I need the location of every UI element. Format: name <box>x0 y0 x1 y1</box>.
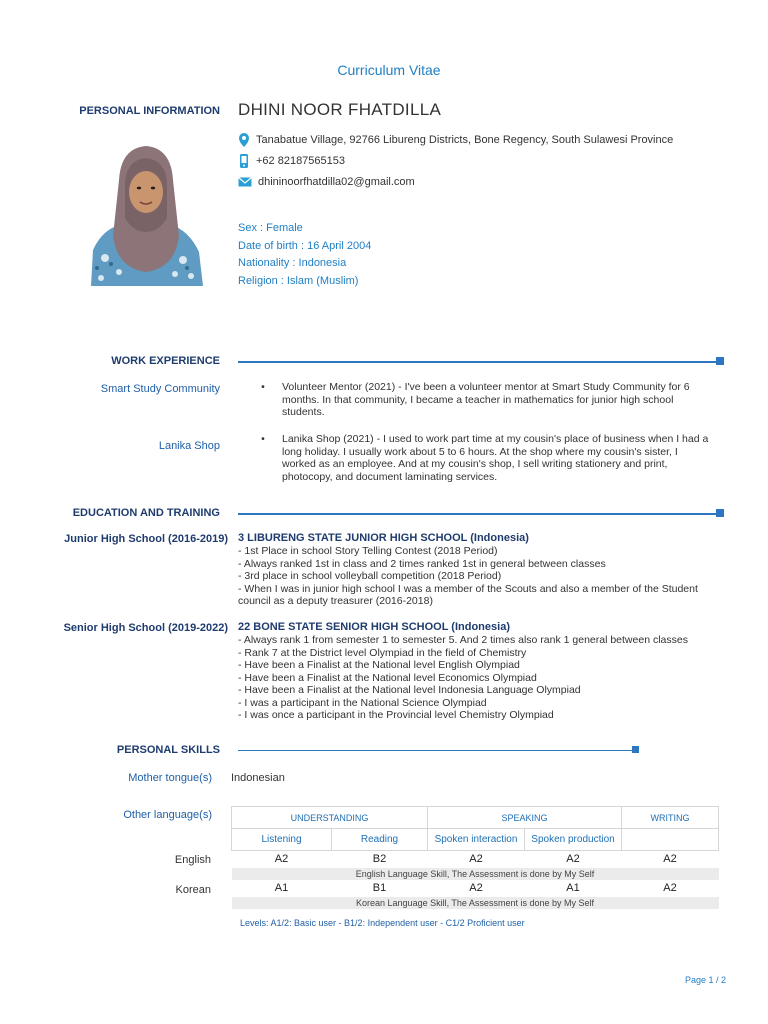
edu-line: - Have been a Finalist at the National level Indonesia Language Olympiad <box>238 684 581 696</box>
korean-interaction: A2 <box>469 882 483 894</box>
other-language-label: Other language(s) <box>123 809 212 821</box>
location-pin-icon <box>238 133 250 147</box>
work-2-line: photocopy, and document laminating services. <box>282 470 498 483</box>
address-row <box>238 133 673 147</box>
candidate-name: DHINI NOOR FHATDILLA <box>238 100 442 119</box>
edu-line: - 3rd place in school volleyball competition (2018 Period) <box>238 570 502 582</box>
edu-line: - Always ranked 1st in class and 2 times ranked 1st in general between classes <box>238 557 606 570</box>
section-education: EDUCATION AND TRAINING <box>72 507 220 519</box>
skills-divider-end <box>632 746 639 753</box>
korean-note: Korean Language Skill, The Assessment is done by My Self <box>232 897 719 909</box>
junior-school-name: 3 LIBURENG STATE JUNIOR HIGH SCHOOL (Indonesia) <box>238 532 529 544</box>
nationality-text: Nationality : Indonesia <box>238 257 347 269</box>
edu-line: - Have been a Finalist at the National level Economics Olympiad <box>238 671 537 684</box>
levels-legend: Levels: A1/2: Basic user - B1/2: Independent user - C1/2 Proficient user <box>240 918 525 928</box>
work-org-1: Smart Study Community <box>100 383 220 395</box>
english-interaction: A2 <box>469 853 483 866</box>
edu-line: - Always rank 1 from semester 1 to semester 5. And 2 times also rank 1 general between classes <box>238 634 688 646</box>
language-table <box>231 806 719 909</box>
work-divider-end <box>716 357 724 365</box>
work-item-2 <box>258 433 728 483</box>
phone-row <box>238 154 345 168</box>
work-divider <box>238 361 718 363</box>
header-writing: WRITING <box>622 807 719 829</box>
email-row <box>238 176 415 188</box>
english-listening: A2 <box>274 853 289 866</box>
education-divider-end <box>716 509 724 517</box>
email-text[interactable]: dhininoorfhatdilla02@gmail.com <box>258 176 415 188</box>
work-1-line: students. <box>282 406 325 418</box>
edu-label-junior: Junior High School (2016-2019) <box>64 533 228 545</box>
bullet: • <box>261 433 265 445</box>
language-korean: Korean <box>175 884 211 896</box>
work-1-line: months. In that community, I became a teacher in mathematics for junior high school <box>282 393 674 406</box>
edu-line: council as a deputy treasurer (2016-2018) <box>238 595 433 607</box>
skills-divider <box>238 750 634 751</box>
edu-line: - When I was in junior high school I was a member of the Scouts and also a member of the Student <box>238 582 698 595</box>
edu-senior-block <box>238 621 738 722</box>
header-listening: Listening <box>232 829 332 851</box>
header-speaking: SPEAKING <box>428 807 622 829</box>
address-text: Tanabatue Village, 92766 Libureng Districts, Bone Regency, South Sulawesi Province <box>256 134 674 146</box>
english-production: A2 <box>566 853 580 866</box>
section-personal-information: PERSONAL INFORMATION <box>79 105 220 117</box>
work-2-line: Lanika Shop (2021) - I used to work part time at my cousin's place of business when I had a <box>282 433 709 445</box>
document-title: Curriculum Vitae <box>337 62 441 78</box>
religion-text: Religion : Islam (Muslim) <box>238 274 359 287</box>
header-reading: Reading <box>332 829 428 851</box>
work-2-line: long holiday. I usually work about 5 to 6 hours. At the shop where my cousin's sister, I <box>282 445 678 458</box>
work-2-line: worked as an employee. And at my cousin's shop, I sell writing stationery and print, <box>282 458 668 470</box>
english-note: English Language Skill, The Assessment is done by My Self <box>232 868 719 880</box>
sex-text: Sex : Female <box>238 222 303 234</box>
email-icon <box>238 177 252 187</box>
english-writing: A2 <box>663 853 677 866</box>
edu-line: - Rank 7 at the District level Olympiad in the field of Chemistry <box>238 646 527 659</box>
section-personal-skills: PERSONAL SKILLS <box>116 744 220 756</box>
edu-line: - Have been a Finalist at the National level English Olympiad <box>238 659 520 671</box>
bio-block <box>238 220 371 290</box>
edu-line: - 1st Place in school Story Telling Contest (2018 Period) <box>238 545 498 557</box>
senior-school-name: 22 BONE STATE SENIOR HIGH SCHOOL (Indonesia) <box>238 621 510 633</box>
header-understanding: UNDERSTANDING <box>232 807 428 829</box>
dob-text: Date of birth : 16 April 2004 <box>238 239 372 252</box>
korean-production: A1 <box>566 882 580 894</box>
education-divider <box>238 513 718 515</box>
mother-tongue-label: Mother tongue(s) <box>128 772 212 784</box>
english-reading: B2 <box>372 853 387 866</box>
section-work-experience: WORK EXPERIENCE <box>111 355 220 367</box>
edu-label-senior: Senior High School (2019-2022) <box>63 622 228 634</box>
header-writing-sub <box>622 829 719 851</box>
korean-reading: B1 <box>372 882 387 894</box>
profile-photo <box>83 140 209 286</box>
bullet: • <box>261 381 265 393</box>
edu-line: - I was a participant in the National Science Olympiad <box>238 696 487 709</box>
korean-listening: A1 <box>274 882 289 894</box>
header-spoken-production: Spoken production <box>525 829 622 851</box>
korean-writing: A2 <box>663 882 677 894</box>
phone-text[interactable]: +62 82187565153 <box>256 155 346 167</box>
page-number: Page 1 / 2 <box>684 975 726 985</box>
phone-icon <box>238 154 250 168</box>
language-english: English <box>174 854 211 866</box>
edu-line: - I was once a participant in the Provincial level Chemistry Olympiad <box>238 709 554 721</box>
work-item-1 <box>258 381 728 419</box>
mother-tongue-value: Indonesian <box>231 772 285 784</box>
edu-junior-block <box>238 532 738 608</box>
header-spoken-interaction: Spoken interaction <box>428 829 525 851</box>
work-org-2: Lanika Shop <box>158 440 220 452</box>
work-1-line: Volunteer Mentor (2021) - I've been a volunteer mentor at Smart Study Community for 6 <box>282 381 690 393</box>
